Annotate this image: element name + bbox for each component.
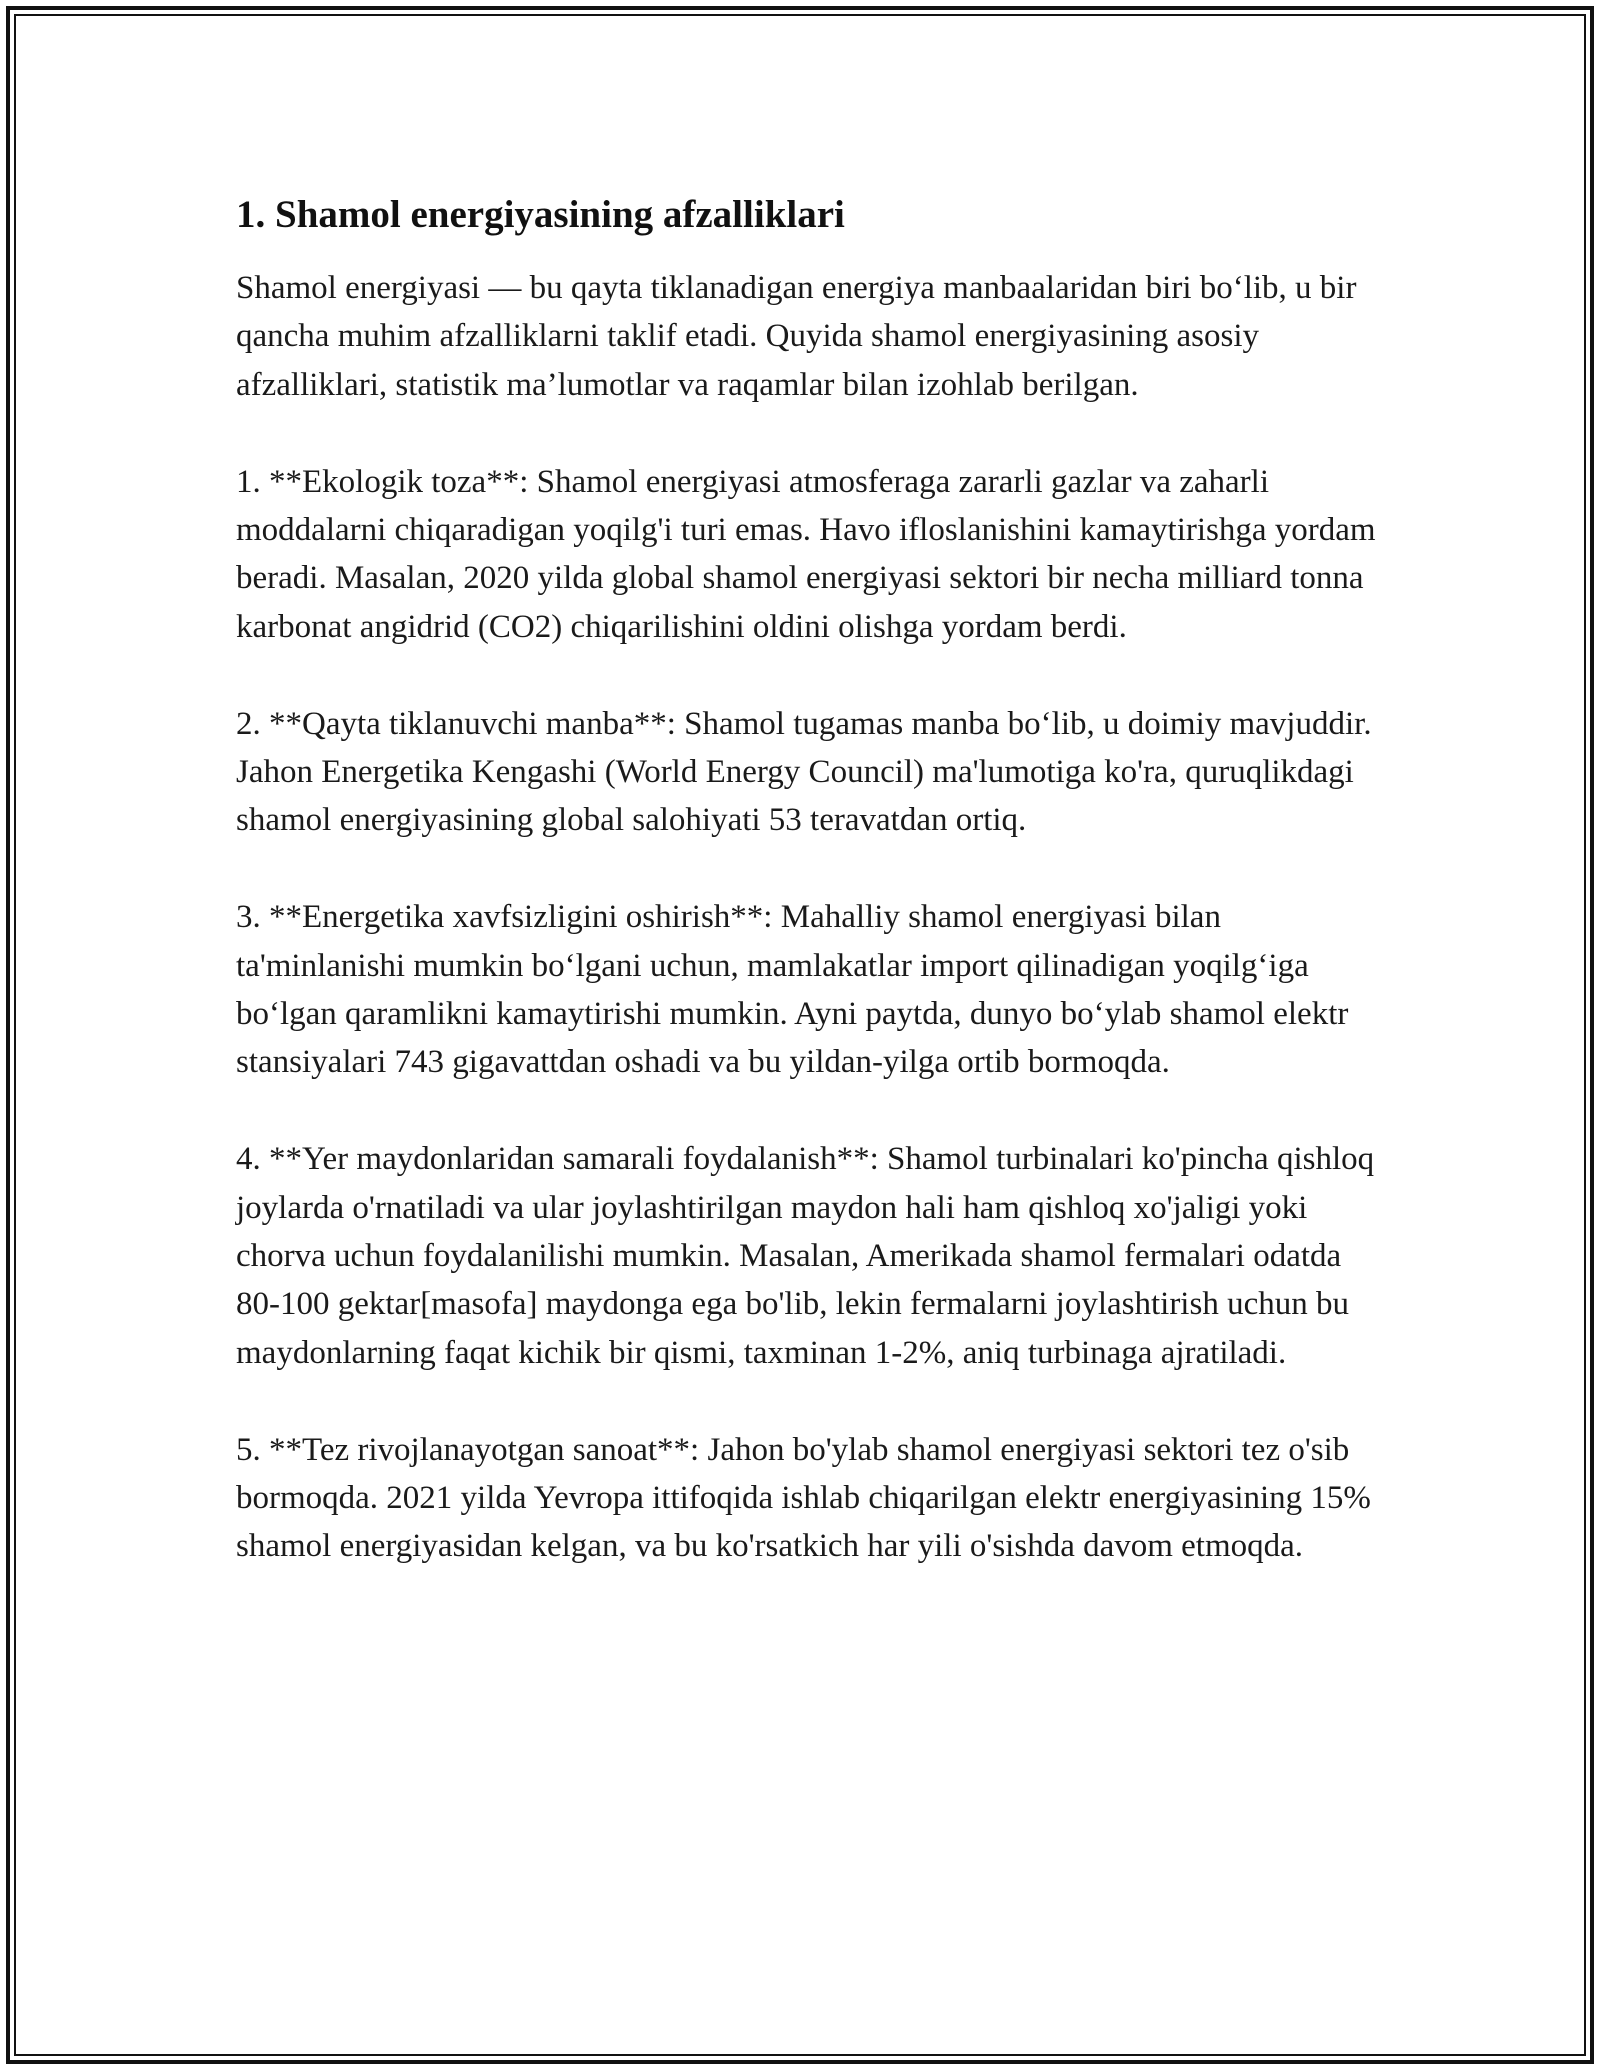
advantage-item-growing-industry: 5. **Tez rivojlanayotgan sanoat**: Jahon bo'ylab shamol energiyasi sektori tez o'sib bormoqda. 2021 yilda Yevropa ittifoqida ishlab chiqarilgan elektr energiyasining 15% shamol energiyasidan kelgan, va bu ko'rsatkich har yili o'sishda davom etmoqda. [236,1431,1371,1565]
advantage-item-renewable: 2. **Qayta tiklanuvchi manba**: Shamol tugamas manba bo‘lib, u doimiy mavjuddir. Jahon Energetika Kengashi (World Energy Council) ma'lumotiga ko'ra, quruqlikdagi shamol energiyasining global salohiyati 53 teravatdan ortiq. [236,705,1372,839]
advantage-item-land-use: 4. **Yer maydonlaridan samarali foydalanish**: Shamol turbinalari ko'pincha qishloq joylarda o'rnatiladi va ular joylashtirilgan maydon hali ham qishloq xo'jaligi yoki chorva uchun foydalanilishi mumkin. Masalan, Amerikada shamol fermalari odatda 80-100 gektar[masofa] maydonga ega bo'lib, lekin fermalarni joylashtirish uchun bu maydonlarning faqat kichik bir qismi, taxminan 1-2%, aniq turbinaga ajratiladi. [236,1141,1375,1371]
advantage-item-energy-security: 3. **Energetika xavfsizligini oshirish**: Mahalliy shamol energiyasi bilan ta'minlanishi mumkin bo‘lgani uchun, mamlakatlar import qilinadigan yoqilg‘iga bo‘lgan qaramlikni kamaytirishi mumkin. Ayni paytda, dunyo bo‘ylab shamol elektr stansiyalari 743 gigavattdan oshadi va bu yildan-yilga ortib bormoqda. [236,899,1349,1081]
intro-paragraph: Shamol energiyasi — bu qayta tiklanadigan energiya manbaalaridan biri bo‘lib, u bir qancha muhim afzalliklarni taklif etadi. Quyida shamol energiyasining asosiy afzalliklari, statistik ma’lumotlar va raqamlar bilan izohlab berilgan. [236,270,1357,403]
advantage-item-ecological: 1. **Ekologik toza**: Shamol energiyasi atmosferaga zararli gazlar va zaharli moddalarni chiqaradigan yoqilg'i turi emas. Havo ifloslanishini kamaytirishga yordam beradi. Masalan, 2020 yilda global shamol energiyasi sektori bir necha milliard tonna karbonat angidrid (CO2) chiqarilishini oldini olishga yordam berdi. [236,463,1376,645]
section-heading: 1. Shamol energiyasining afzalliklari [236,193,845,236]
document-body [236,186,1386,1571]
